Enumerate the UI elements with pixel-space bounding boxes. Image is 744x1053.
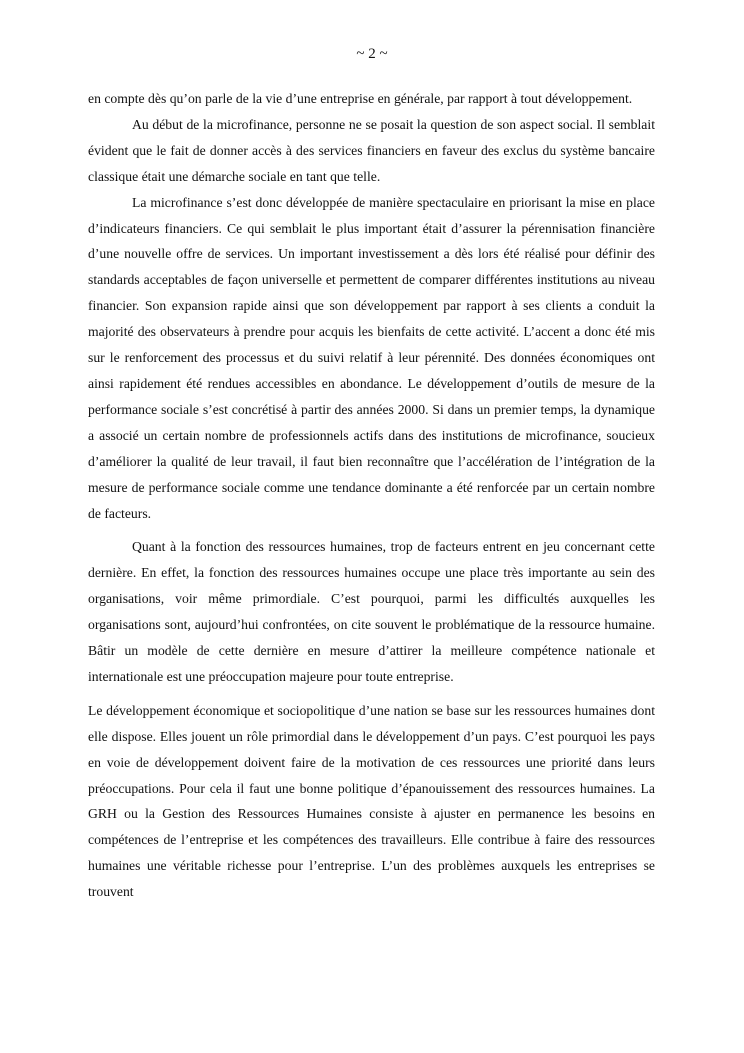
document-body	[88, 86, 655, 905]
page-number: ~ 2 ~	[356, 46, 388, 62]
paragraph-human-resources-function: Quant à la fonction des ressources humaines, trop de facteurs entrent en jeu concernant cette dernière. En effet, la fonction des ressources humaines occupe une place très importante au sein des organisations, voir même primordiale. C’est pourquoi, parmi les difficultés auxquelles les organisations sont, aujourd’hui confrontées, on cite souvent le problématique de la ressource humaine. Bâtir un modèle de cette dernière en mesure d’attirer la meilleure compétence nationale et internationale est une préoccupation majeure pour toute entreprise.	[88, 539, 655, 684]
paragraph-economic-development: Le développement économique et sociopolitique d’une nation se base sur les ressources humaines dont elle dispose. Elles jouent un rôle primordial dans le développement d’un pays. C’est pourquoi les pays en voie de développement doivent faire de la motivation de ces ressources une priorité dans leurs préoccupations. Pour cela il faut une bonne politique d’épanouissement des ressources humaines. La GRH ou la Gestion des Ressources Humaines consiste à ajuster en permanence les besoins en compétences de l’entreprise et les compétences des travailleurs. Elle contribue à faire des ressources humaines une véritable richesse pour l’entreprise. L’un des problèmes auxquels les entreprises se trouvent	[88, 702, 655, 900]
paragraph-microfinance-development: La microfinance s’est donc développée de manière spectaculaire en priorisant la mise en place d’indicateurs financiers. Ce qui semblait le plus important était d’assurer la pérennisation financière d’une nouvelle offre de services. Un important investissement a dès lors été réalisé pour définir des standards acceptables de façon universelle et permettent de comparer différentes institutions au niveau financier. Son expansion rapide ainsi que son développement par rapport à ses clients a conduit la majorité des observateurs à prendre pour acquis les bienfaits de cette activité. L’accent a donc été mis sur le renforcement des processus et du suivi relatif à leur pérennité. Des données économiques ont ainsi rapidement été rendues accessibles en abondance. Le développement d’outils de mesure de la performance sociale s’est concrétisé à partir des années 2000. Si dans un premier temps, la dynamique a associé un certain nombre de professionnels actifs dans des institutions de microfinance, soucieux d’améliorer la qualité de leur travail, il faut bien reconnaître que l’accélération de l’intégration de la mesure de performance sociale comme une tendance dominante a été renforcée par un certain nombre de facteurs.	[88, 194, 655, 521]
paragraph-continuation: en compte dès qu’on parle de la vie d’une entreprise en générale, par rapport à tout développement.	[88, 91, 633, 106]
paragraph-microfinance-intro: Au début de la microfinance, personne ne se posait la question de son aspect social. Il semblait évident que le fait de donner accès à des services financiers en faveur des exclus du système bancaire classique était une démarche sociale en tant que telle.	[88, 116, 655, 184]
